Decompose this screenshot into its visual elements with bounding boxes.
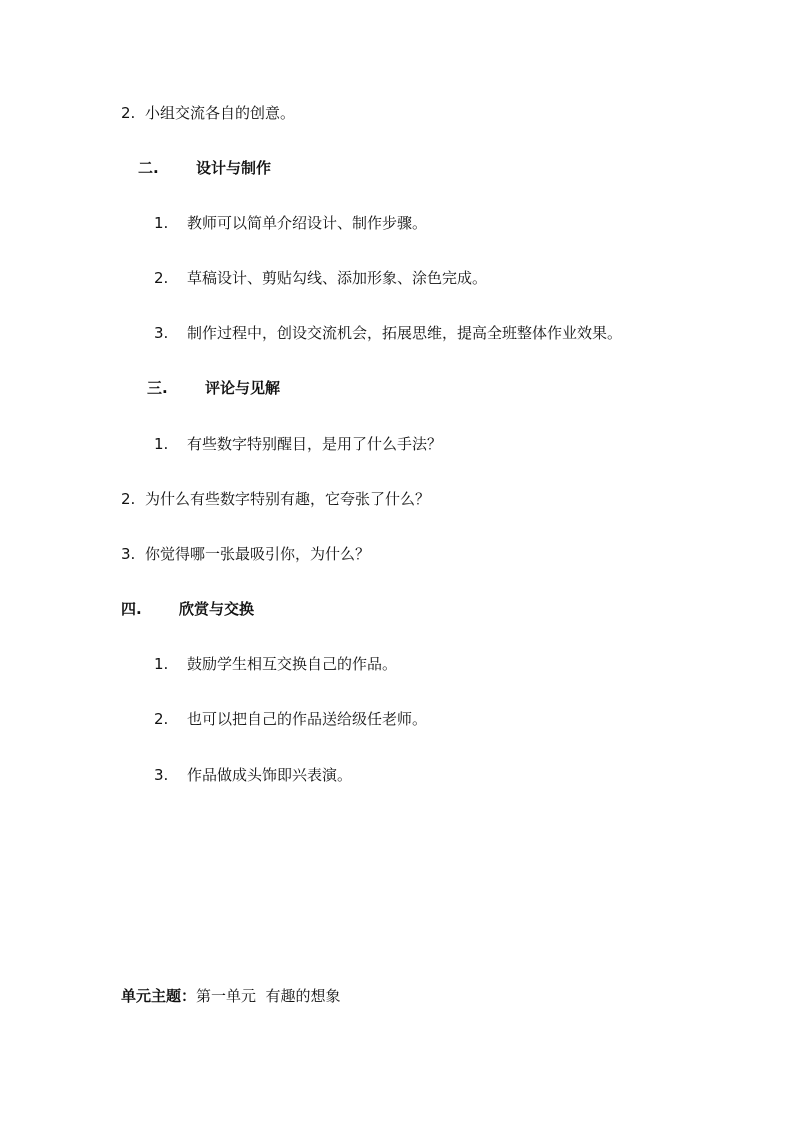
item-text: 草稿设计、剪贴勾线、添加形象、涂色完成。 [187,269,488,287]
list-item [154,213,427,233]
item-number: 1. [154,435,169,453]
section-number: 三. [147,379,168,397]
list-item [121,544,370,564]
unit-theme [121,986,341,1006]
section-title: 欣赏与交换 [179,600,255,618]
list-item [154,268,487,288]
section-heading-4 [121,599,254,619]
item-text: 作品做成头饰即兴表演。 [187,766,353,784]
item-text: 也可以把自己的作品送给级任老师。 [187,710,428,728]
section-heading-2 [138,158,271,178]
unit-theme-value: 第一单元 有趣的想象 [196,987,341,1005]
item-text: 为什么有些数字特别有趣，它夸张了什么？ [145,490,431,508]
unit-theme-label: 单元主题： [121,987,197,1005]
item-number: 1. [154,655,169,673]
list-item-intro [121,103,295,123]
item-text: 制作过程中，创设交流机会，拓展思维，提高全班整体作业效果。 [187,324,623,342]
section-title: 设计与制作 [196,159,272,177]
list-item [154,654,397,674]
item-number: 2. [154,269,169,287]
item-number: 2. [121,104,136,122]
list-item [154,323,622,343]
list-item [121,489,430,509]
item-number: 2. [121,490,136,508]
item-text: 教师可以简单介绍设计、制作步骤。 [187,214,428,232]
item-number: 1. [154,214,169,232]
section-heading-3 [147,378,280,398]
item-number: 3. [121,545,136,563]
item-text: 你觉得哪一张最吸引你，为什么？ [145,545,371,563]
item-text: 小组交流各自的创意。 [145,104,296,122]
list-item [154,765,352,785]
list-item [154,709,427,729]
item-number: 3. [154,766,169,784]
section-number: 二. [138,159,159,177]
item-text: 鼓励学生相互交换自己的作品。 [187,655,398,673]
section-number: 四. [121,600,142,618]
section-title: 评论与见解 [205,379,281,397]
item-number: 3. [154,324,169,342]
item-text: 有些数字特别醒目，是用了什么手法？ [187,435,443,453]
list-item [154,434,442,454]
item-number: 2. [154,710,169,728]
